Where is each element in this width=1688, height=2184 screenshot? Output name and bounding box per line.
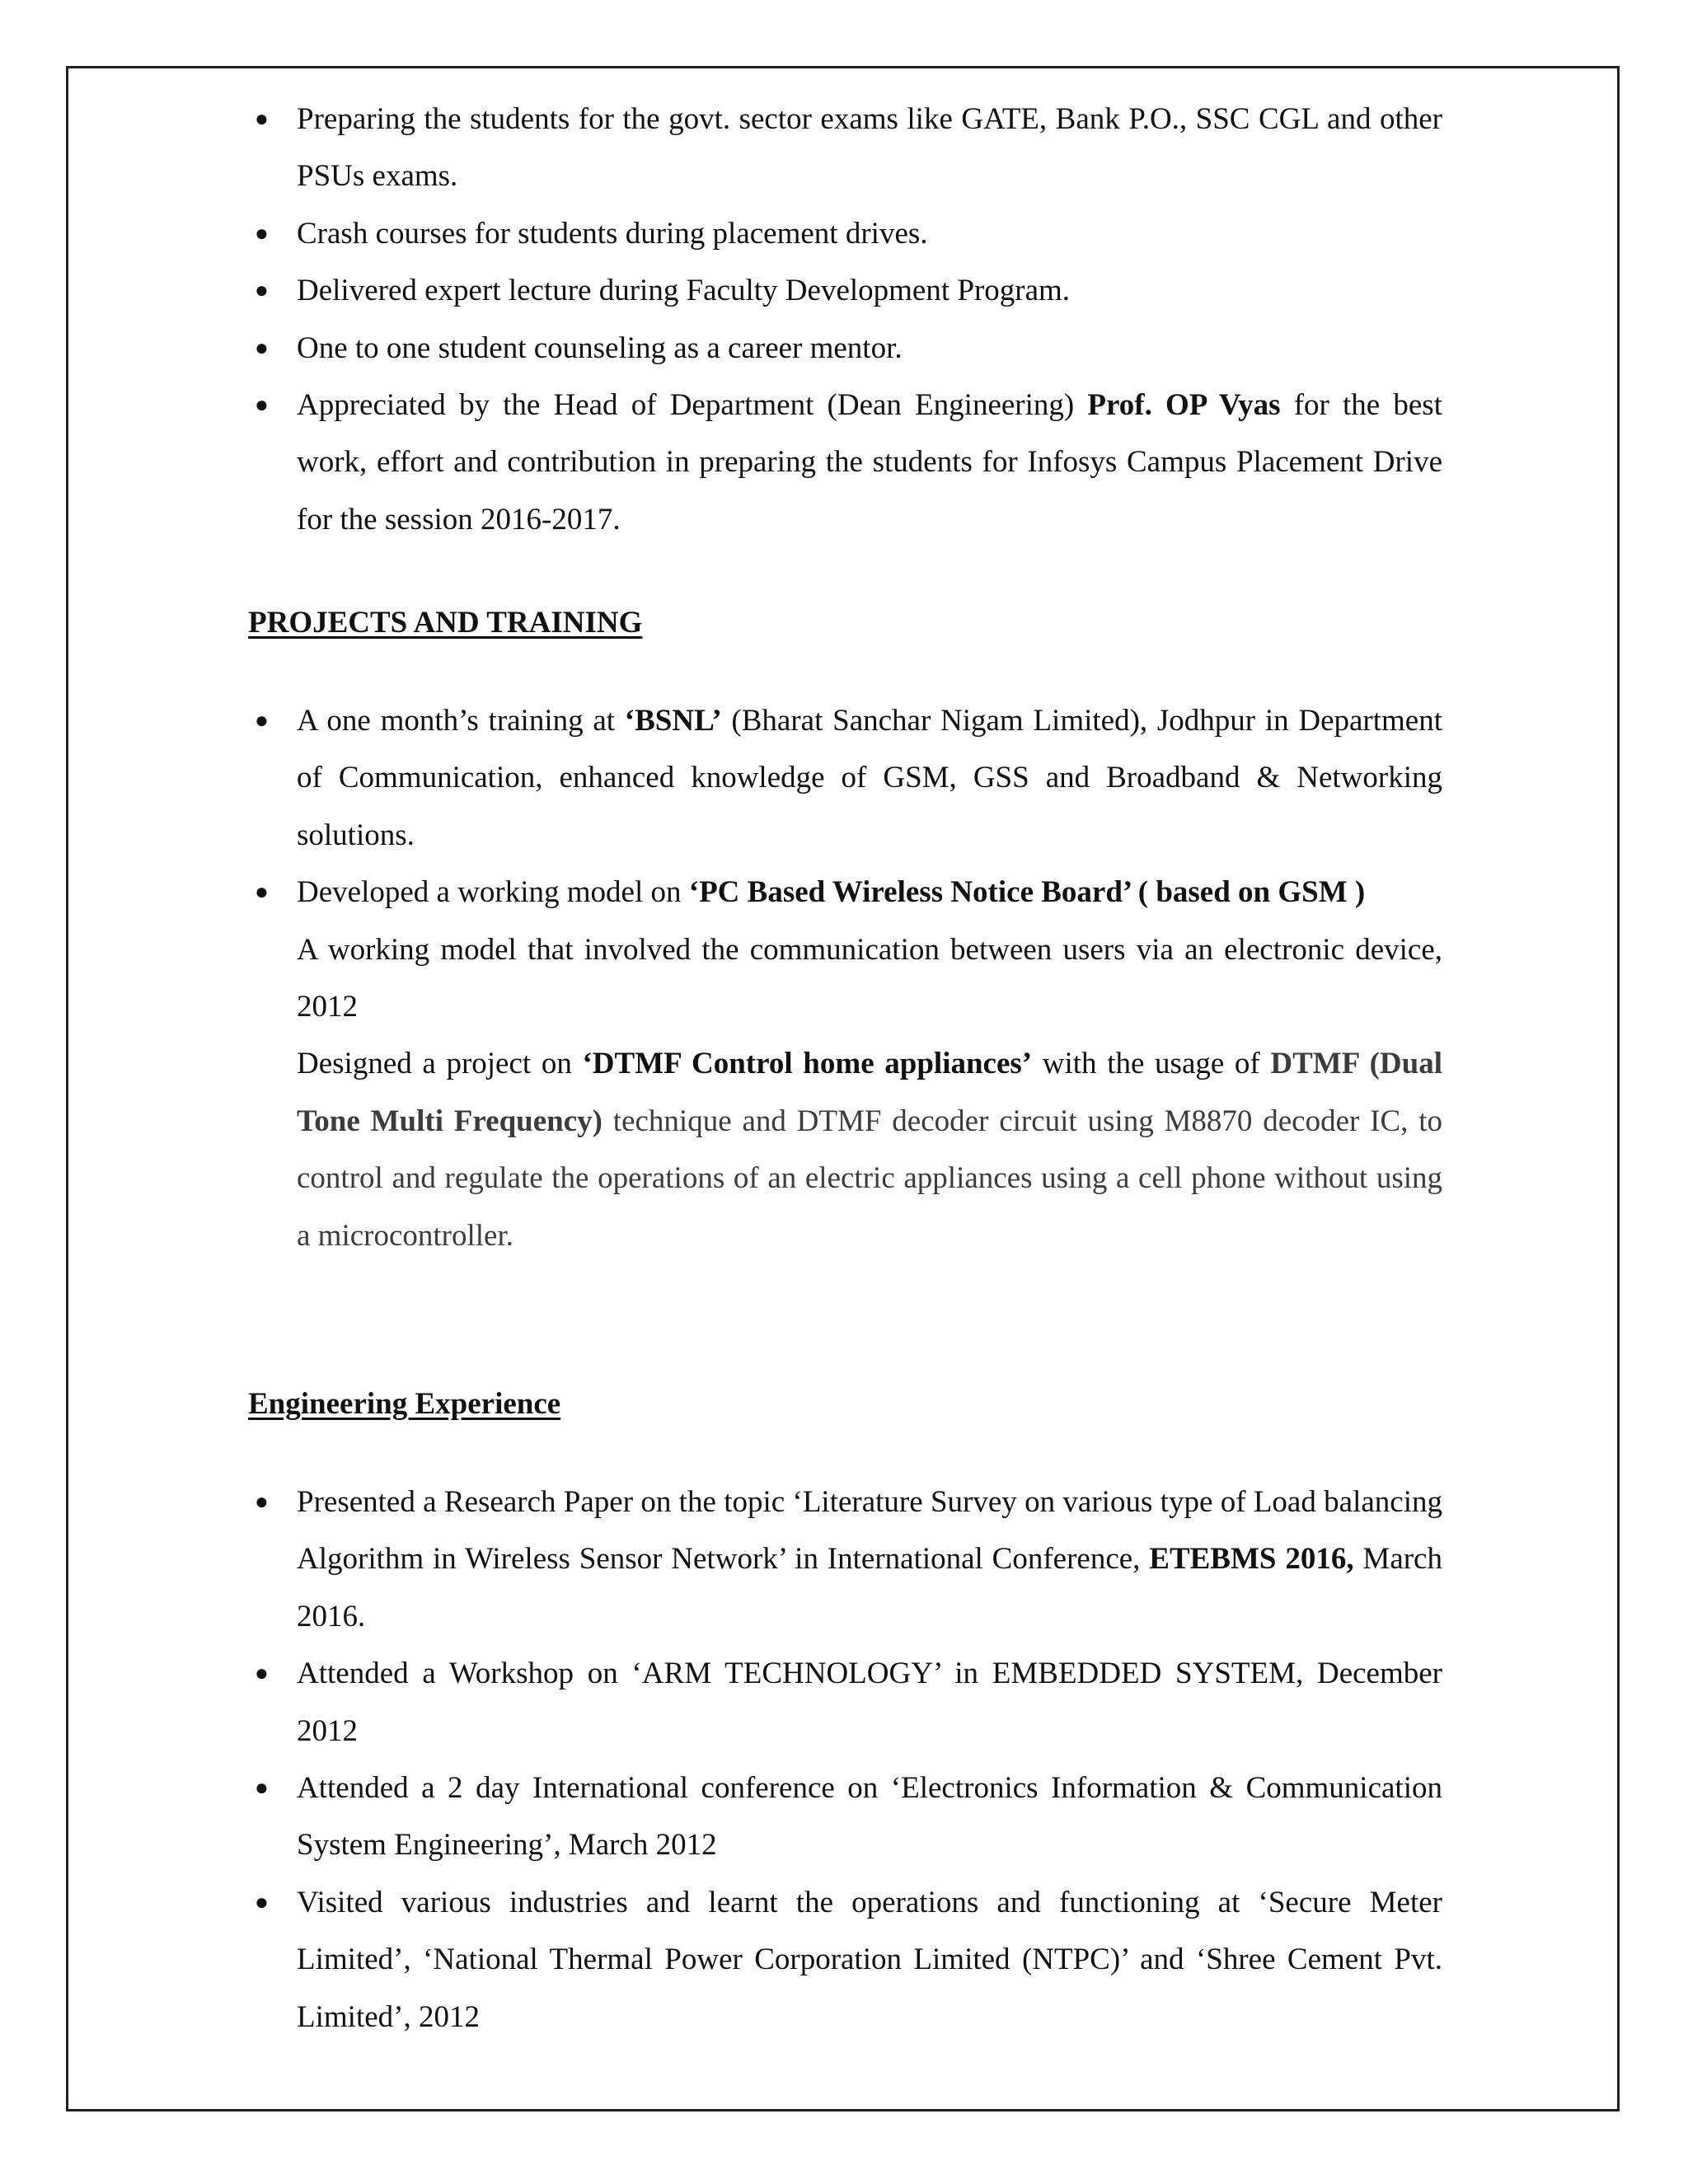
bullet-icon: ● <box>255 708 269 733</box>
list-item <box>255 1760 1442 1874</box>
design-post: technique and DTMF decoder circuit using M8870 decoder IC, to control and regulate the operations of an electric appliances using a cell phone without using a microcontroller. <box>297 1104 1442 1253</box>
engineering-heading: Engineering Experience <box>248 1387 561 1421</box>
list-item <box>255 1474 1442 1645</box>
design-pre: Designed a project on <box>297 1047 583 1081</box>
bullet-icon: ● <box>255 879 269 906</box>
list-item-text: Visited various industries and learnt the operations and functioning at ‘Secure Meter Limited’, ‘National Thermal Power Corporation Limited (NTPC)’ and ‘Shree Cement Pvt. Limited’, 2012 <box>297 1885 1442 2034</box>
list-item <box>255 692 1443 864</box>
bullet-icon: ● <box>255 278 269 304</box>
list-item-text: Preparing the students for the govt. sector exams like GATE, Bank P.O., SSC CGL and other PSUs exams. <box>297 102 1442 194</box>
list-item-text-pre: Developed a working model on <box>297 875 689 910</box>
list-item <box>255 320 1442 377</box>
design-title: ‘DTMF Control home appliances’ <box>582 1047 1033 1081</box>
person-name: Prof. OP Vyas <box>1087 388 1281 423</box>
list-item-text-pre: Appreciated by the Head of Department (Dean Engineering) <box>297 388 1088 423</box>
list-item <box>255 262 1442 319</box>
list-item-text-post: March 2016. <box>297 1542 1442 1633</box>
list-item <box>255 205 1442 262</box>
list-item <box>255 1874 1442 2046</box>
bullet-icon: ● <box>255 220 269 246</box>
bullet-icon: ● <box>255 1889 269 1915</box>
design-technique: DTMF (Dual Tone Multi Frequency) <box>297 1047 1442 1138</box>
bullet-icon: ● <box>255 1489 269 1515</box>
bullet-icon: ● <box>255 335 269 361</box>
list-item <box>255 377 1442 548</box>
list-item-text: Attended a 2 day International conference on ‘Electronics Information & Communication System Engineering’, March 2012 <box>297 1771 1442 1863</box>
projects-heading: PROJECTS AND TRAINING <box>248 606 643 640</box>
engineering-list <box>255 1474 1442 2046</box>
list-item-text: Crash courses for students during placement drives. <box>297 216 928 251</box>
responsibilities-list <box>255 91 1442 548</box>
bullet-icon: ● <box>255 1661 269 1687</box>
bullet-icon: ● <box>255 392 269 419</box>
project-title: ‘PC Based Wireless Notice Board’ ( based on GSM ) <box>688 875 1366 910</box>
conference-name: ETEBMS 2016, <box>1149 1542 1354 1577</box>
list-item-text-pre: Presented a Research Paper on the topic ‘Literature Survey on various type of Load balancing Algorithm in Wireless Sensor Network’ in International Conference, <box>297 1485 1442 1577</box>
list-item <box>255 91 1442 205</box>
bullet-icon: ● <box>255 1775 269 1802</box>
list-item-text-post: for the best work, effort and contribution in preparing the students for Infosys Campus Placement Drive for the session 2016-2017. <box>297 388 1442 537</box>
bullet-icon: ● <box>255 106 269 132</box>
org-name: ‘BSNL’ <box>624 704 722 738</box>
list-item-text: Attended a Workshop on ‘ARM TECHNOLOGY’ in EMBEDDED SYSTEM, December 2012 <box>297 1657 1442 1748</box>
projects-list <box>255 692 1443 1264</box>
list-item-text: One to one student counseling as a career mentor. <box>297 330 903 365</box>
project-design <box>297 1035 1442 1264</box>
list-item <box>255 1645 1442 1760</box>
list-item-text: Delivered expert lecture during Faculty Development Program. <box>297 274 1071 308</box>
list-item-text-pre: A one month’s training at <box>297 704 625 738</box>
project-description: A working model that involved the communication between users via an electronic device, 2012 <box>297 932 1442 1024</box>
list-item <box>255 864 1442 1264</box>
list-item-text-post: (Bharat Sanchar Nigam Limited), Jodhpur in Department of Communication, enhanced knowledge of GSM, GSS and Broadband & Networking solutions. <box>297 704 1443 852</box>
design-mid: with the usage of <box>1032 1047 1271 1081</box>
